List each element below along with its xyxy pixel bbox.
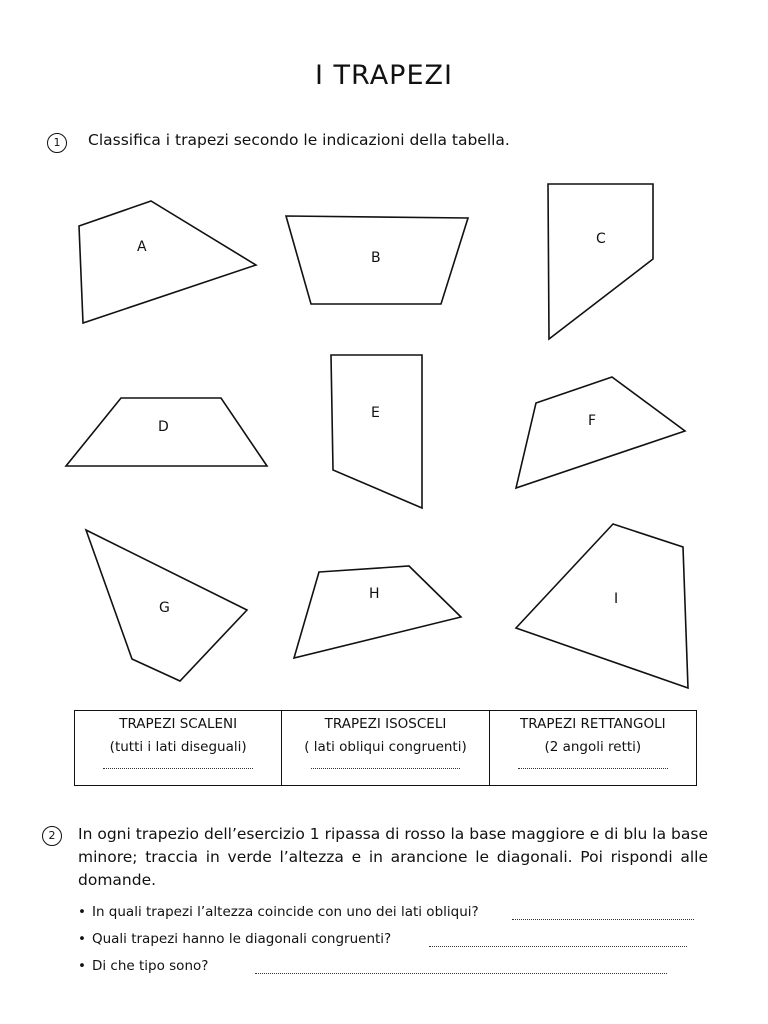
question-1: [78, 904, 479, 920]
exercise-1-number: 1: [47, 133, 67, 153]
question-2-text: Quali trapezi hanno le diagonali congruenti?: [91, 931, 392, 947]
bullet-1: •: [78, 904, 86, 920]
trapezoid-i: [516, 524, 688, 688]
question-2: [78, 931, 391, 947]
column-heading-rettangoli: TRAPEZI RETTANGOLI: [520, 716, 666, 732]
trapezoid-g-label: G: [159, 600, 170, 616]
trapezoid-c: [548, 184, 653, 339]
column-subheading-scaleni: (tutti i lati diseguali): [109, 739, 247, 755]
column-heading-scaleni: TRAPEZI SCALENI: [119, 716, 238, 732]
trapezoid-c-label: C: [596, 231, 606, 247]
exercise-1-instruction: Classifica i trapezi secondo le indicazioni della tabella.: [88, 131, 510, 149]
trapezoid-b-label: B: [371, 250, 381, 266]
answer-line-rettangoli[interactable]: [518, 767, 668, 769]
bullet-3: •: [78, 958, 86, 974]
column-subheading-rettangoli: (2 angoli retti): [544, 739, 642, 755]
classification-table: [74, 710, 697, 786]
question-3: [78, 958, 208, 974]
column-isosceli: [282, 711, 489, 786]
trapezoid-a-label: A: [137, 239, 147, 255]
exercise-2-instruction: In ogni trapezio dell’esercizio 1 ripassa di rosso la base maggiore e di blu la base minore; traccia in verde l’altezza e in arancione le diagonali. Poi rispondi alle domande.: [78, 825, 708, 889]
answer-line-question-1[interactable]: [512, 918, 694, 920]
trapezoid-d-label: D: [158, 419, 169, 435]
page-title: I TRAPEZI: [315, 60, 453, 91]
trapezoid-e-label: E: [371, 405, 380, 421]
answer-line-isosceli[interactable]: [311, 767, 461, 769]
column-scaleni: [75, 711, 282, 786]
trapezoid-h-label: H: [369, 586, 380, 602]
trapezoid-i-label: I: [614, 591, 619, 607]
bullet-2: •: [78, 931, 86, 947]
column-heading-isosceli: TRAPEZI ISOSCELI: [324, 716, 447, 732]
question-1-text: In quali trapezi l’altezza coincide con uno dei lati obliqui?: [91, 904, 479, 920]
trapezoid-e: [331, 355, 422, 508]
trapezoid-f-label: F: [588, 413, 597, 429]
column-subheading-isosceli: ( lati obliqui congruenti): [304, 739, 467, 755]
exercise-2-number: 2: [42, 826, 62, 846]
trapezoid-f: [516, 377, 685, 488]
question-3-text: Di che tipo sono?: [91, 958, 209, 974]
answer-line-question-2[interactable]: [429, 945, 687, 947]
trapezoid-a: [79, 201, 256, 323]
answer-line-scaleni[interactable]: [103, 767, 253, 769]
answer-line-question-3[interactable]: [255, 972, 667, 974]
trapezoid-h: [294, 566, 461, 658]
column-rettangoli: [489, 711, 696, 786]
